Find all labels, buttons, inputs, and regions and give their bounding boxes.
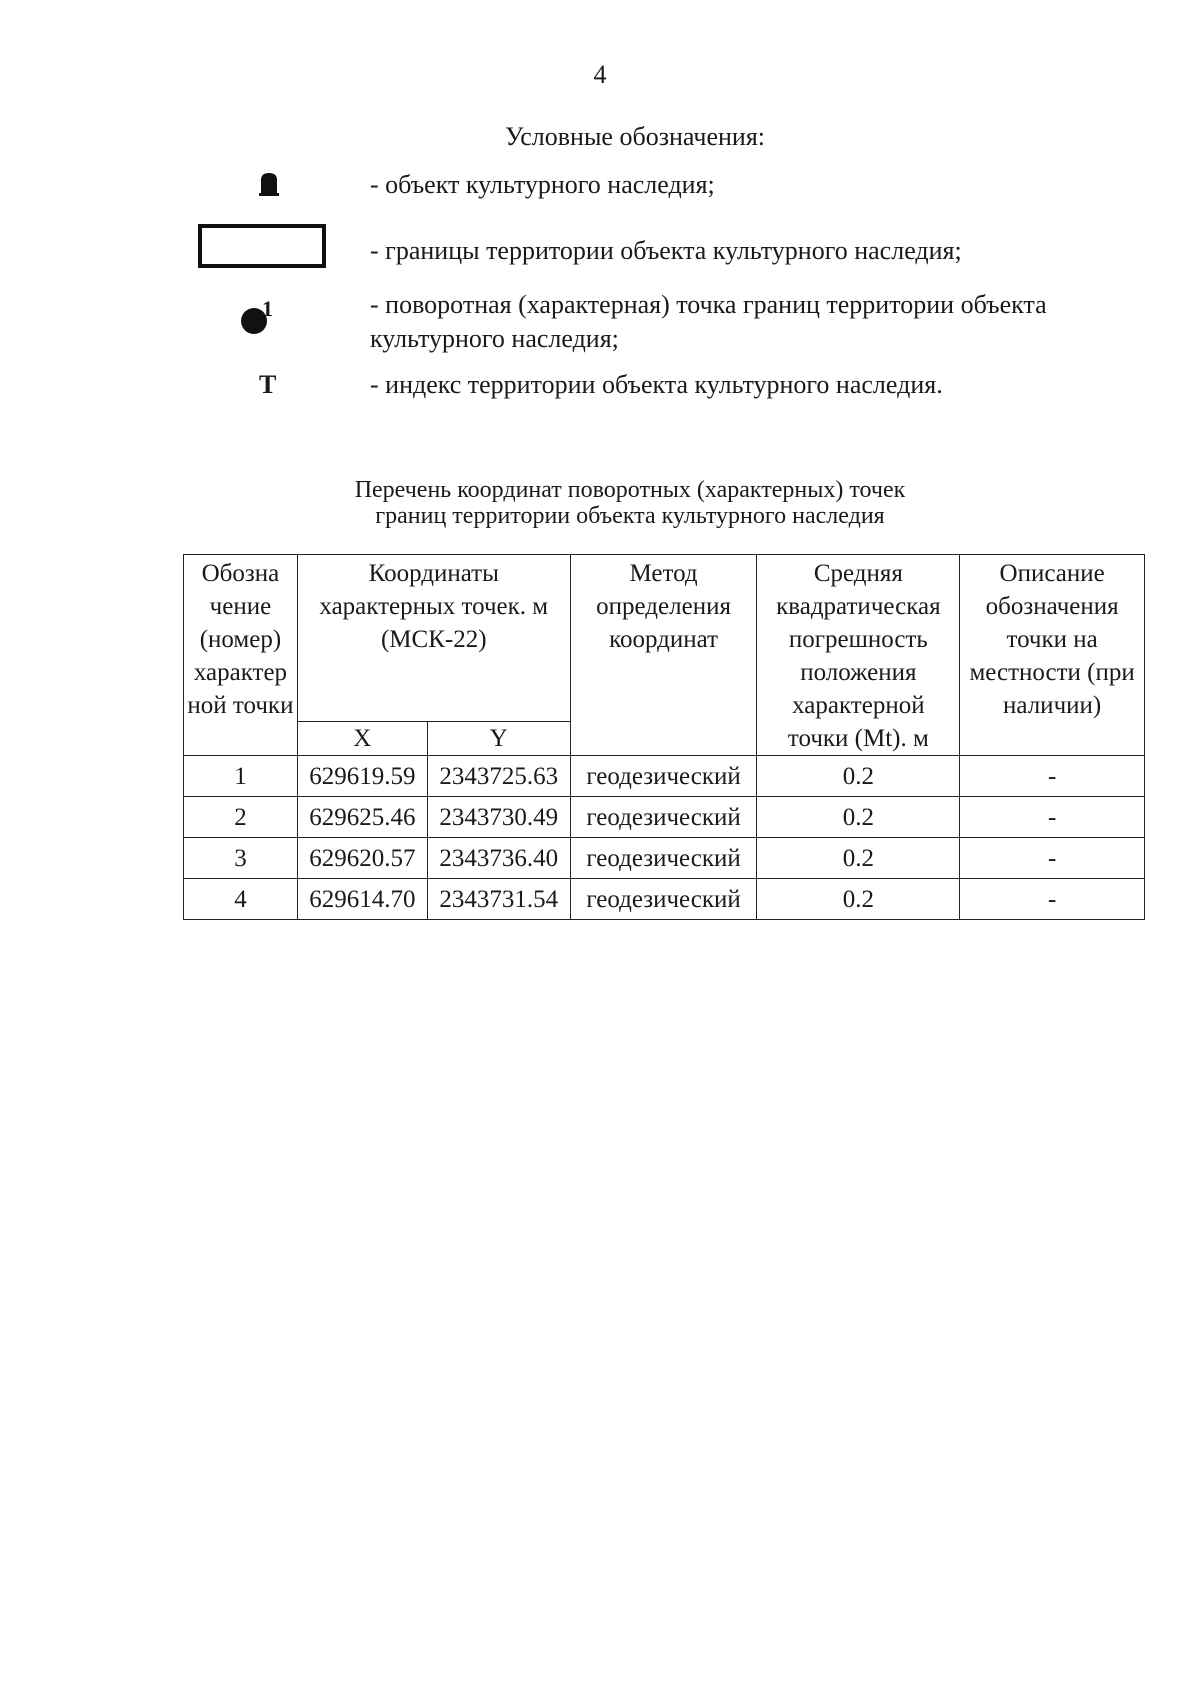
coordinates-table xyxy=(183,554,1145,920)
cell-y: 2343731.54 xyxy=(427,879,570,920)
cell-point: 3 xyxy=(184,838,298,879)
legend-title: Условные обозначения: xyxy=(504,122,766,151)
cell-description: - xyxy=(960,756,1145,797)
table-row xyxy=(184,838,1145,879)
cell-description: - xyxy=(960,838,1145,879)
header-y: Y xyxy=(427,722,570,756)
header-description: Описание обозначения точки на местности (при наличии) xyxy=(960,555,1145,756)
cell-error: 0.2 xyxy=(757,879,960,920)
table-title-line2: границ территории объекта культурного наследия xyxy=(375,503,885,529)
cell-description: - xyxy=(960,879,1145,920)
legend-item-boundary: - границы территории объекта культурного наследия; xyxy=(370,236,962,265)
cell-error: 0.2 xyxy=(757,797,960,838)
cell-error: 0.2 xyxy=(757,838,960,879)
table-title-line1: Перечень координат поворотных (характерных) точек xyxy=(354,477,906,503)
cell-method: геодезический xyxy=(570,879,757,920)
cell-y: 2343725.63 xyxy=(427,756,570,797)
header-method: Метод определения координат xyxy=(570,555,757,756)
page-number: 4 xyxy=(593,60,607,89)
cell-point: 2 xyxy=(184,797,298,838)
header-point: Обозна чение (номер) характер ной точки xyxy=(184,555,298,756)
cell-description: - xyxy=(960,797,1145,838)
cell-point: 4 xyxy=(184,879,298,920)
cell-x: 629625.46 xyxy=(297,797,427,838)
cell-method: геодезический xyxy=(570,797,757,838)
table-title xyxy=(0,477,1200,529)
header-coordinates: Координаты характерных точек. м (МСК-22) xyxy=(297,555,570,722)
boundary-rectangle-icon xyxy=(198,224,326,268)
cell-point: 1 xyxy=(184,756,298,797)
table-row xyxy=(184,797,1145,838)
cell-x: 629619.59 xyxy=(297,756,427,797)
legend-item-monument: - объект культурного наследия; xyxy=(370,170,715,199)
cell-error: 0.2 xyxy=(757,756,960,797)
cell-method: геодезический xyxy=(570,756,757,797)
cell-method: геодезический xyxy=(570,838,757,879)
cell-x: 629620.57 xyxy=(297,838,427,879)
cell-y: 2343736.40 xyxy=(427,838,570,879)
turning-point-number: 1 xyxy=(262,296,273,321)
table-row xyxy=(184,879,1145,920)
table-row xyxy=(184,756,1145,797)
header-x: X xyxy=(297,722,427,756)
index-letter-icon: Т xyxy=(259,370,277,399)
cell-x: 629614.70 xyxy=(297,879,427,920)
legend-item-turning-point: - поворотная (характерная) точка границ территории объекта культурного наследия; xyxy=(370,290,1047,353)
cell-y: 2343730.49 xyxy=(427,797,570,838)
monument-icon xyxy=(259,172,279,196)
header-error: Средняя квадратическая погрешность положения характерной точки (Mt). м xyxy=(757,555,960,756)
legend-item-index: - индекс территории объекта культурного наследия. xyxy=(370,370,943,399)
